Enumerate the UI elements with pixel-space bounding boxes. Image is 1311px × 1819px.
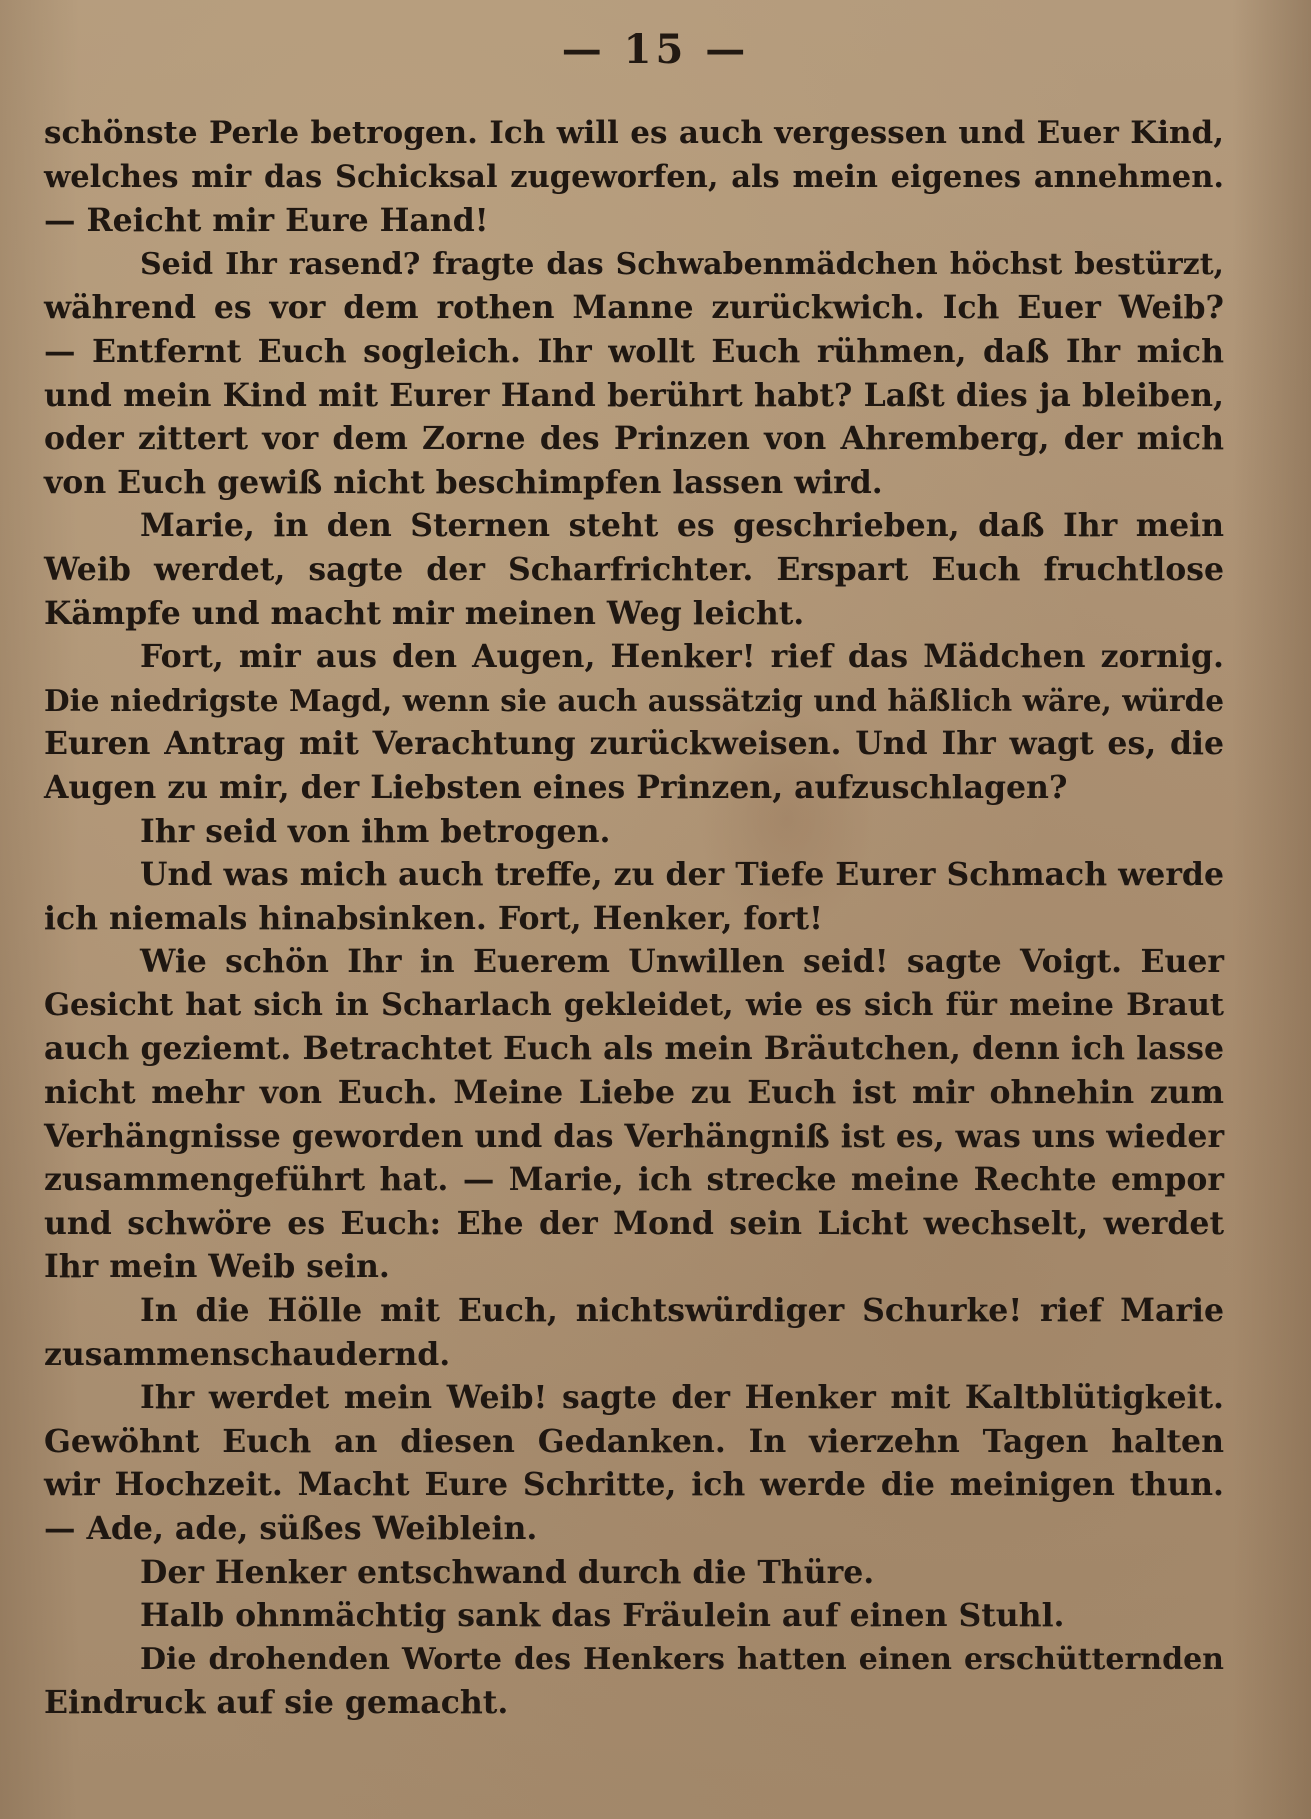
- text-line: Die niedrigste Magd, wenn sie auch aussätzig und häßlich wäre, würde: [44, 682, 1224, 718]
- text-line: Und was mich auch treffe, zu der Tiefe Eurer Schmach werde: [140, 856, 1224, 894]
- text-line: Ihr seid von ihm betrogen.: [140, 812, 611, 850]
- text-line: Seid Ihr rasend? fragte das Schwabenmädchen höchst bestürzt,: [140, 246, 1224, 282]
- text-line: von Euch gewiß nicht beschimpfen lassen wird.: [44, 463, 883, 501]
- text-line: während es vor dem rothen Manne zurückwich. Ich Euer Weib?: [44, 289, 1224, 327]
- text-line: Kämpfe und macht mir meinen Weg leicht.: [44, 594, 805, 632]
- text-line: Die drohenden Worte des Henkers hatten einen erschütternden: [140, 1641, 1224, 1677]
- page-number: — 15 —: [561, 26, 750, 73]
- text-line: Wie schön Ihr in Euerem Unwillen seid! sagte Voigt. Euer: [140, 943, 1224, 981]
- text-line: In die Hölle mit Euch, nichtswürdiger Schurke! rief Marie: [140, 1292, 1224, 1330]
- text-line: Gewöhnt Euch an diesen Gedanken. In vierzehn Tagen halten: [44, 1422, 1224, 1460]
- text-line: Eindruck auf sie gemacht.: [44, 1684, 509, 1722]
- text-line: Augen zu mir, der Liebsten eines Prinzen, aufzuschlagen?: [44, 768, 1068, 806]
- text-line: Ihr mein Weib sein.: [44, 1248, 390, 1286]
- text-line: und schwöre es Euch: Ehe der Mond sein Licht wechselt, werdet: [44, 1204, 1224, 1242]
- text-line: — Ade, ade, süßes Weiblein.: [44, 1510, 538, 1547]
- text-line: — Reicht mir Eure Hand!: [44, 202, 489, 240]
- text-line: zusammengeführt hat. — Marie, ich strecke meine Rechte empor: [44, 1161, 1224, 1199]
- text-line: Fort, mir aus den Augen, Henker! rief das Mädchen zornig.: [140, 638, 1224, 676]
- text-line: zusammenschaudernd.: [44, 1335, 451, 1373]
- text-line: Der Henker entschwand durch die Thüre.: [140, 1553, 875, 1591]
- text-line: schönste Perle betrogen. Ich will es auch vergessen und Euer Kind,: [44, 115, 1224, 151]
- text-line: auch geziemt. Betrachtet Euch als mein Bräutchen, denn ich lasse: [44, 1030, 1224, 1068]
- text-line: — Entfernt Euch sogleich. Ihr wollt Euch rühmen, daß Ihr mich: [44, 332, 1224, 370]
- text-line: Marie, in den Sternen steht es geschrieben, daß Ihr mein: [140, 507, 1224, 545]
- text-line: Ihr werdet mein Weib! sagte der Henker mit Kaltblütigkeit.: [140, 1379, 1224, 1417]
- text-line: ich niemals hinabsinken. Fort, Henker, fort!: [44, 899, 823, 937]
- text-line: Halb ohnmächtig sank das Fräulein auf einen Stuhl.: [140, 1597, 1065, 1635]
- text-line: nicht mehr von Euch. Meine Liebe zu Euch ist mir ohnehin zum: [44, 1074, 1224, 1112]
- text-line: Verhängnisse geworden und das Verhängniß ist es, was uns wieder: [44, 1117, 1225, 1155]
- text-line: und mein Kind mit Eurer Hand berührt habt? Laßt dies ja bleiben,: [44, 376, 1224, 414]
- text-line: Euren Antrag mit Verachtung zurückweisen. Und Ihr wagt es, die: [44, 725, 1224, 763]
- text-line: wir Hochzeit. Macht Eure Schritte, ich werde die meinigen thun.: [44, 1466, 1224, 1504]
- text-line: oder zittert vor dem Zorne des Prinzen von Ahremberg, der mich: [44, 420, 1224, 458]
- text-line: Weib werdet, sagte der Scharfrichter. Erspart Euch fruchtlose: [44, 550, 1224, 588]
- body-text: [44, 112, 1224, 1725]
- text-line: welches mir das Schicksal zugeworfen, als mein eigenes annehmen.: [44, 158, 1224, 195]
- text-line: Gesicht hat sich in Scharlach gekleidet, wie es sich für meine Braut: [44, 986, 1224, 1023]
